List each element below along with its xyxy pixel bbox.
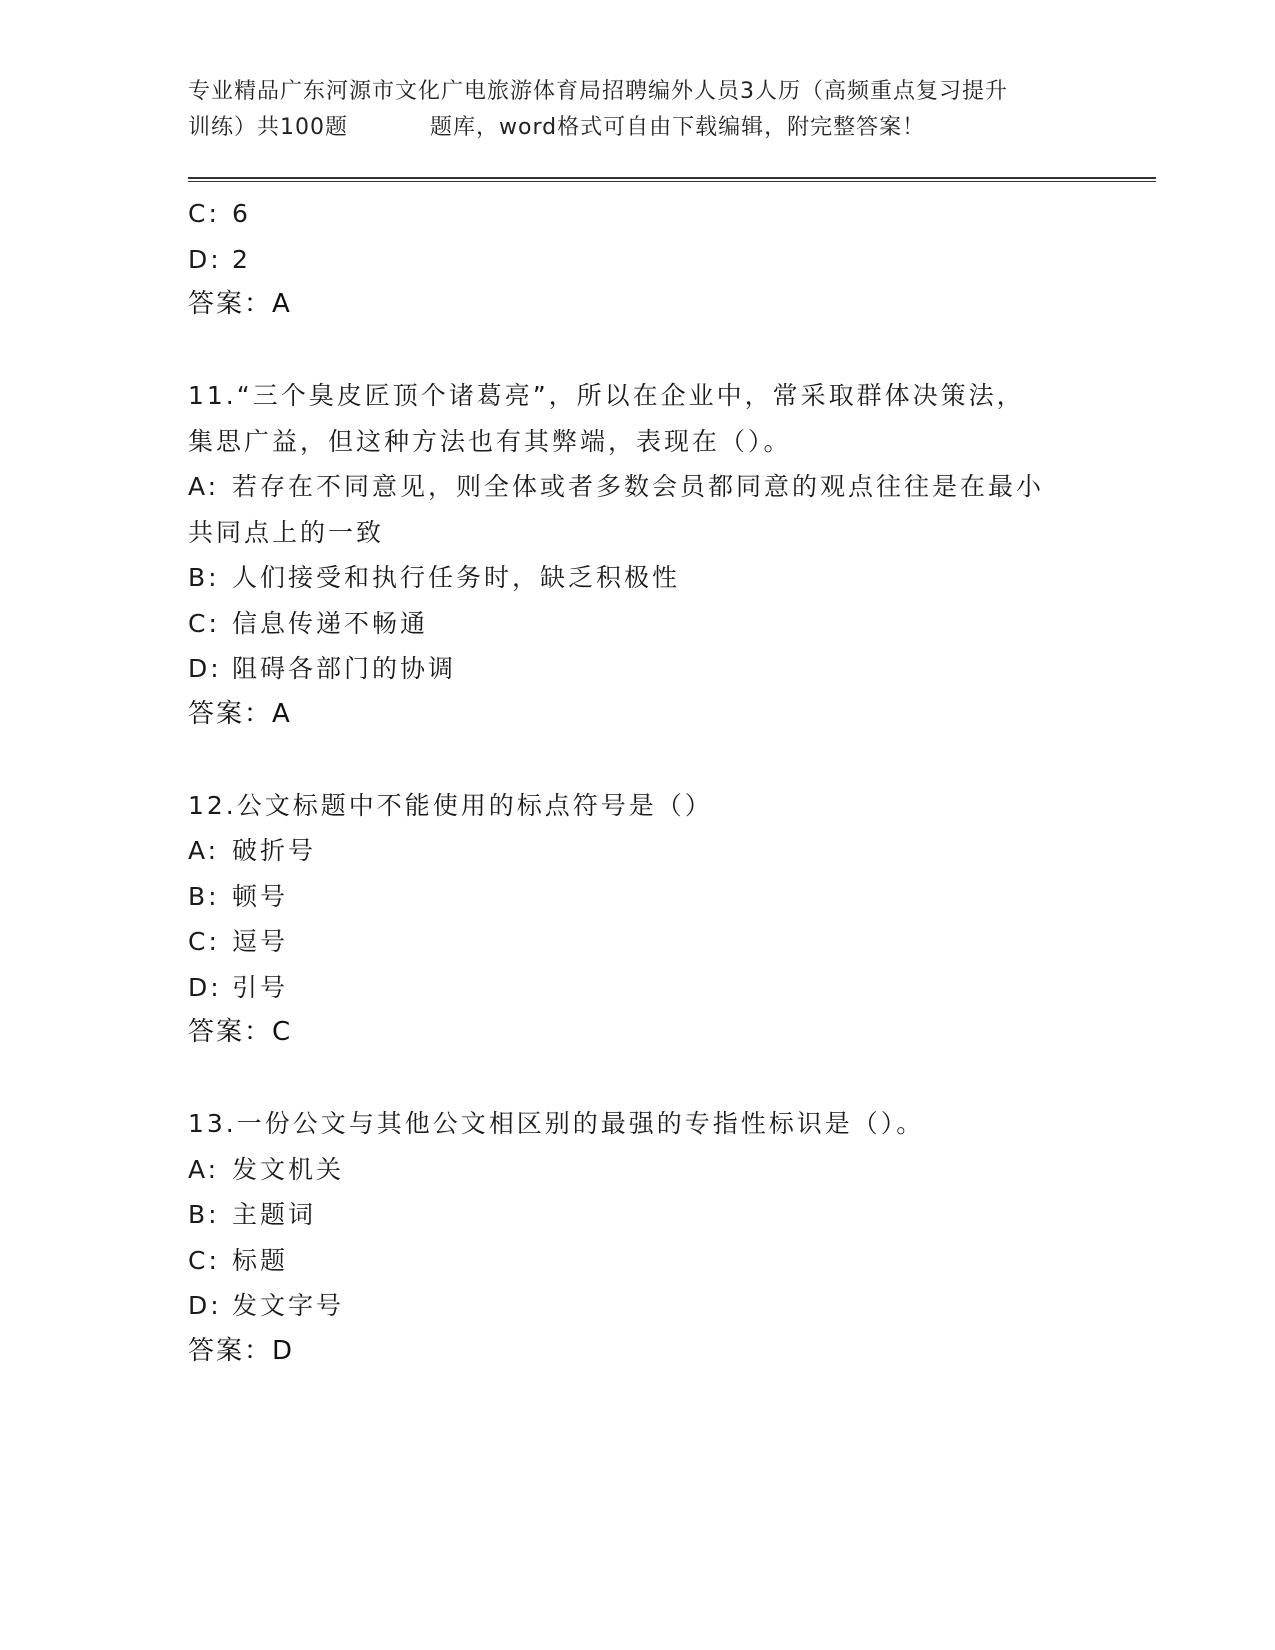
option-text: 发文机关 <box>232 1154 345 1184</box>
answer-line: 答案：C <box>188 1017 293 1047</box>
option-text: 引号 <box>232 972 289 1002</box>
option-c <box>188 919 1088 965</box>
option-label: D: <box>188 972 222 1002</box>
option-b <box>188 874 1088 920</box>
option-d <box>188 646 1088 692</box>
option-label: A: <box>188 836 220 865</box>
option-label: D: <box>188 244 222 274</box>
option-label: B: <box>188 563 220 592</box>
question-stem-continued: 集思广益，但这种方法也有其弊端，表现在（）。 <box>188 426 792 456</box>
question-stem: 12.公文标题中不能使用的标点符号是（） <box>188 790 713 820</box>
option-text: 阻碍各部门的协调 <box>232 654 457 683</box>
option-label: A: <box>188 472 220 501</box>
option-a <box>188 1147 1088 1193</box>
option-label: C: <box>188 927 220 956</box>
option-text: 2 <box>232 244 251 274</box>
header-title-part-1: 训练）共100题 <box>188 115 348 140</box>
option-b <box>188 1192 1088 1238</box>
option-label: B: <box>188 881 220 911</box>
option-d <box>188 1283 1088 1329</box>
option-text: 标题 <box>232 1245 289 1275</box>
option-text: 顿号 <box>232 881 289 911</box>
option-label: C: <box>188 608 220 638</box>
option-d <box>188 965 1088 1011</box>
header-title-line-1: 专业精品广东河源市文化广电旅游体育局招聘编外人员3人历（高频重点复习提升 <box>188 79 1008 104</box>
option-label: B: <box>188 1200 220 1229</box>
answer-line: 答案：A <box>188 698 292 729</box>
option-text: 若存在不同意见，则全体或者多数会员都同意的观点往往是在最小 <box>232 472 1045 501</box>
header-title-part-2: 题库，word格式可自由下载编辑，附完整答案！ <box>430 115 926 140</box>
option-text: 人们接受和执行任务时，缺乏积极性 <box>232 563 681 592</box>
option-d <box>188 237 1088 283</box>
header-divider <box>188 177 1156 182</box>
option-c <box>188 1238 1088 1284</box>
option-a <box>188 828 1088 874</box>
header-title-line-2 <box>188 110 1108 146</box>
option-text: 发文字号 <box>232 1291 345 1320</box>
option-a-continued: 共同点上的一致 <box>188 517 385 547</box>
option-label: A: <box>188 1154 220 1184</box>
question-stem: 11.“三个臭皮匠顶个诸葛亮”，所以在企业中，常采取群体决策法， <box>188 381 1025 410</box>
option-c <box>188 601 1088 647</box>
option-label: D: <box>188 1291 222 1320</box>
option-text: 信息传递不畅通 <box>232 608 429 638</box>
option-b <box>188 555 1088 601</box>
question-list <box>188 191 1088 1374</box>
answer-line: 答案：D <box>188 1335 295 1366</box>
answer-line: 答案：A <box>188 289 292 319</box>
option-text: 主题词 <box>232 1200 317 1229</box>
page-header <box>188 74 1108 146</box>
option-text: 破折号 <box>232 836 317 865</box>
option-label: C: <box>188 199 220 228</box>
question-stem: 13.一份公文与其他公文相区别的最强的专指性标识是（）。 <box>188 1109 925 1138</box>
option-text: 6 <box>232 199 251 228</box>
option-label: D: <box>188 654 222 683</box>
option-label: C: <box>188 1245 220 1275</box>
option-text: 逗号 <box>232 927 289 956</box>
option-a <box>188 464 1088 510</box>
option-c <box>188 191 1088 237</box>
